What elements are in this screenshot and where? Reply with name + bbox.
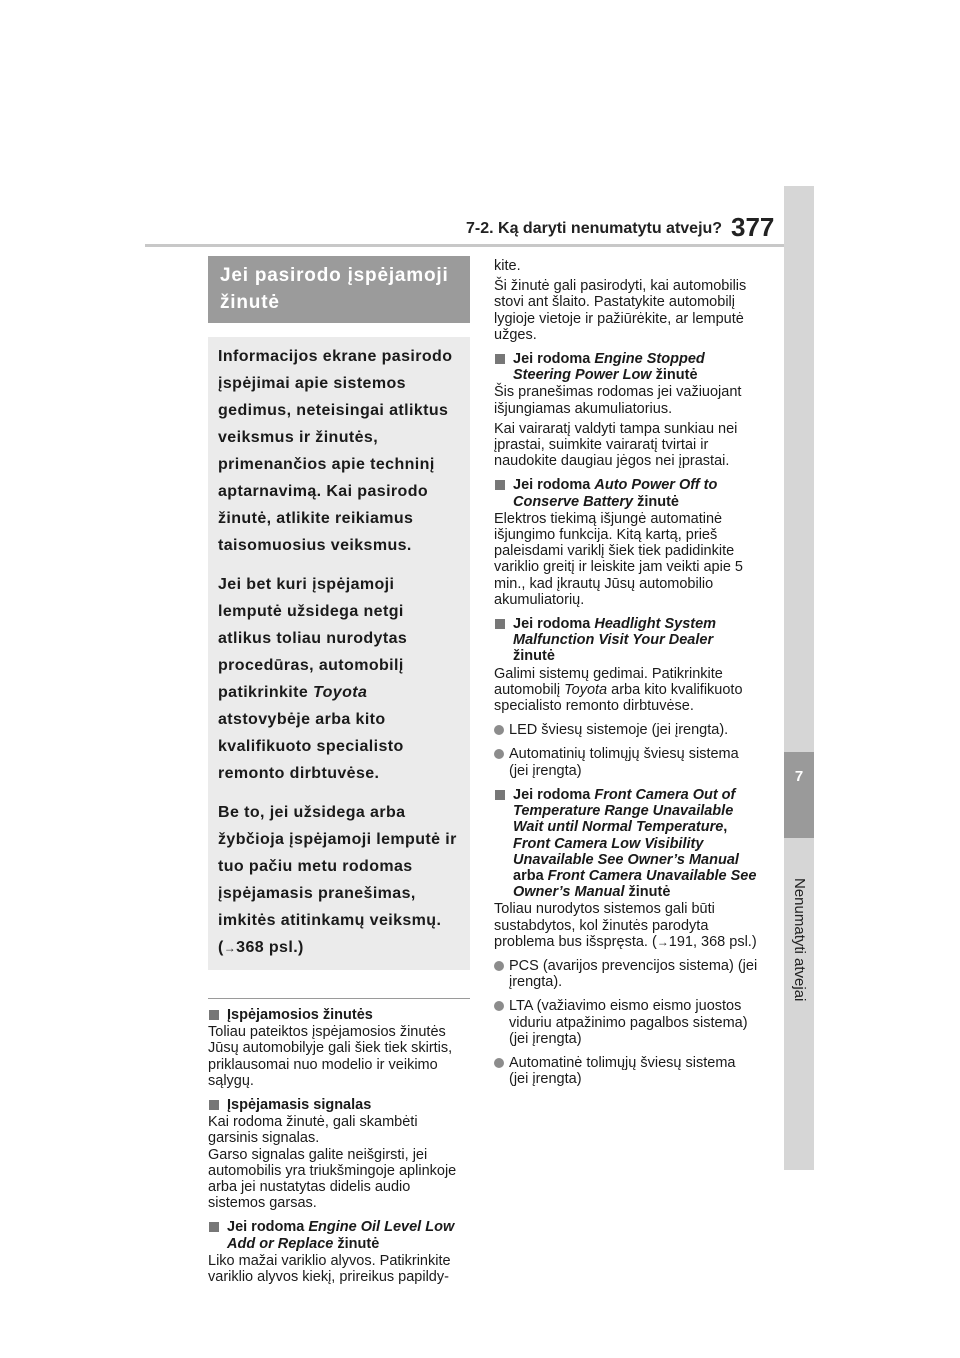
info-paragraph: Informacijos ekrane pasirodo įspėjimai apie sistemos gedimus, neteisingai atliktus veiksmus ir žinutės, primenančios apie techninį aptarnavimą. Kai pasirodo žinutė, atlikite reikiamus taisomuosius veiksmus. — [218, 348, 453, 554]
list-item: Automatinių tolimųjų šviesų sistema (jei įrengta) — [494, 746, 758, 778]
body-text: Liko mažai variklio alyvos. Patikrinkite variklio alyvos kiekį, prireikus papildy- — [208, 1252, 451, 1286]
subheading: Jei rodoma Auto Power Off to Conserve Battery žinutė — [494, 477, 758, 509]
left-column — [208, 256, 470, 1285]
list-item: LTA (važiavimo eismo eismo juostos viduriu atpažinimo pagalbos sistema) (jei įrengta) — [494, 998, 758, 1047]
subheading: Jei rodoma Front Camera Out of Temperature Range Unavailable Wait until Normal Temperature, Front Camera Low Visibility Unavailable See Owner’s Manual arba Front Camera Unavailable See Owner’s Manual žinutė — [494, 787, 758, 900]
section-heading — [208, 256, 470, 323]
body-text: Šis pranešimas rodomas jei važiuojant išjungiamas akumuliatorius. — [494, 384, 742, 417]
page-ref-arrow: → — [223, 941, 237, 955]
subheading: Įspėjamasis signalas — [208, 1097, 470, 1113]
body-text: Kai vairaratį valdyti tampa sunkiau nei įprastai, suimkite vairaratį tvirtai ir naudokite daugiau jėgos nei įprastai. — [494, 420, 738, 470]
body-text: Toliau pateiktos įspėjamosios žinutės Jūsų automobilyje gali šiek tiek skirtis, priklausomai nuo modelio ir veikimo sąlygų. — [208, 1024, 453, 1089]
subheading: Įspėjamosios žinutės — [208, 1007, 470, 1023]
section-title: 7-2. Ką daryti nenumatytu atveju? — [466, 220, 723, 237]
list-item: Automatinė tolimųjų šviesų sistema (jei įrengta) — [494, 1055, 758, 1087]
page-number: 377 — [731, 212, 775, 242]
body-text: Kai rodoma žinutė, gali skambėti garsinis signalas. — [208, 1114, 418, 1147]
heading-line-2: žinutė — [220, 292, 280, 313]
list-item: LED šviesų sistemoje (jei įrengta). — [494, 722, 758, 738]
info-paragraph: Be to, jei užsidega arba žybčioja įspėjamoji lemputė ir tuo pačiu metu rodomas įspėjamasis pranešimas, imkitės atitinkamų veiksmų. (→368 psl.) — [218, 804, 457, 956]
page-ref-arrow: → — [656, 934, 669, 949]
body-text: Elektros tiekimą išjungė automatinė išjungimo funkcija. Kitą kartą, prieš paleisdami variklį šiek tiek padidinkite variklio greitį ir leiskite jam veikti apie 5 min., kad įkrautų Jūsų automobilio akumuliatorių. — [494, 510, 743, 608]
info-box — [208, 337, 470, 970]
list-item: PCS (avarijos prevencijos sistema) (jei įrengta). — [494, 958, 758, 990]
body-text: kite. — [494, 258, 521, 274]
body-text: Garso signalas galite neišgirsti, jei automobilis yra triukšmingoje aplinkoje arba jei nustatytas didelis audio sistemos garsas. — [208, 1146, 457, 1212]
body-text: Galimi sistemų gedimai. Patikrinkite automobilį Toyota arba kito kvalifikuoto specialisto remonto dirbtuvėse. — [494, 665, 743, 715]
subheading: Jei rodoma Headlight System Malfunction Visit Your Dealer žinutė — [494, 616, 758, 665]
heading-line-1: Jei pasirodo įspėjamoji — [220, 265, 449, 286]
subheading: Jei rodoma Engine Stopped Steering Power Low žinutė — [494, 351, 758, 383]
subheading: Jei rodoma Engine Oil Level Low Add or Replace žinutė — [208, 1219, 470, 1251]
body-text: Toliau nurodytos sistemos gali būti sustabdytos, kol žinutės parodyta problema bus išspręsta. (→191, 368 psl.) — [494, 901, 757, 950]
right-column — [494, 258, 758, 1087]
section-divider — [208, 998, 470, 999]
info-paragraph: Jei bet kuri įspėjamoji lemputė užsidega netgi atlikus toliau nurodytas procedūras, automobilį patikrinkite Toyota atstovybėje arba kito kvalifikuoto specialisto remonto dirbtuvėse. — [218, 576, 408, 782]
body-text: Ši žinutė gali pasirodyti, kai automobilis stovi ant šlaito. Pastatykite automobilį lygioje vietoje ir pažiūrėkite, ar lemputė užges. — [494, 278, 747, 343]
chapter-title: Nenumatyti atvejai — [791, 878, 808, 1002]
side-tab-bar — [784, 186, 814, 1170]
header-divider — [145, 244, 784, 247]
chapter-marker — [784, 752, 814, 838]
chapter-number: 7 — [794, 768, 804, 785]
